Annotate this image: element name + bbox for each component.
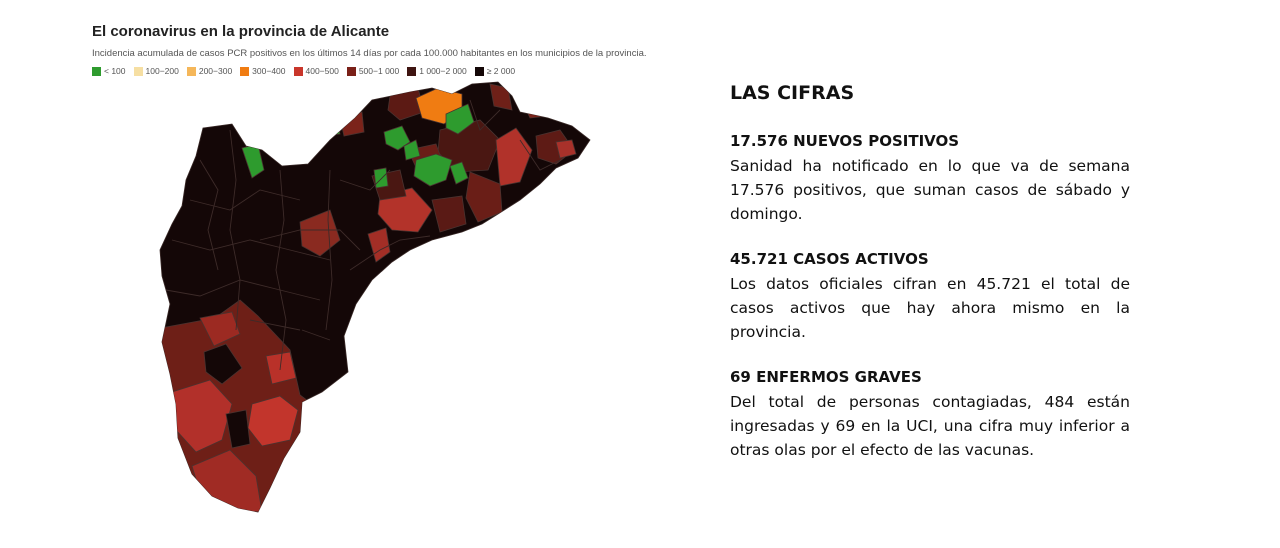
legend-label: 500−1 000 <box>358 66 400 76</box>
map-subtitle: Incidencia acumulada de casos PCR positivos en los últimos 14 días por cada 100.000 habitantes en los municipios de la provincia. <box>92 48 647 59</box>
cifras-heading: LAS CIFRAS <box>730 82 855 104</box>
block-body: Sanidad ha notificado en lo que va de semana 17.576 positivos, que suman casos de sábado y domingo. <box>730 157 1130 223</box>
legend-label: 100−200 <box>145 66 179 76</box>
legend-label: < 100 <box>104 66 126 76</box>
cifras-block <box>730 130 1130 226</box>
block-title: 45.721 CASOS ACTIVOS <box>730 250 929 268</box>
map-title: El coronavirus en la provincia de Alicante <box>92 23 390 40</box>
block-body: Del total de personas contagiadas, 484 están ingresadas y 69 en la UCI, una cifra muy inferior a otras olas por el efecto de las vacunas. <box>730 393 1130 459</box>
legend-label: 400−500 <box>305 66 339 76</box>
legend-label: 1 000−2 000 <box>419 66 467 76</box>
cifras-block <box>730 366 1130 462</box>
block-body: Los datos oficiales cifran en 45.721 el total de casos activos que hay ahora mismo en la provincia. <box>730 275 1130 341</box>
municipality-region <box>374 168 388 188</box>
cifras-block <box>730 248 1130 344</box>
municipality-region <box>320 116 340 136</box>
municipality-region <box>340 112 364 136</box>
block-title: 69 ENFERMOS GRAVES <box>730 368 922 386</box>
legend-label: 300−400 <box>252 66 286 76</box>
legend-label: ≥ 2 000 <box>486 66 516 76</box>
block-title: 17.576 NUEVOS POSITIVOS <box>730 132 960 150</box>
cifras-panel <box>730 82 1130 484</box>
legend-label: 200−300 <box>198 66 233 76</box>
